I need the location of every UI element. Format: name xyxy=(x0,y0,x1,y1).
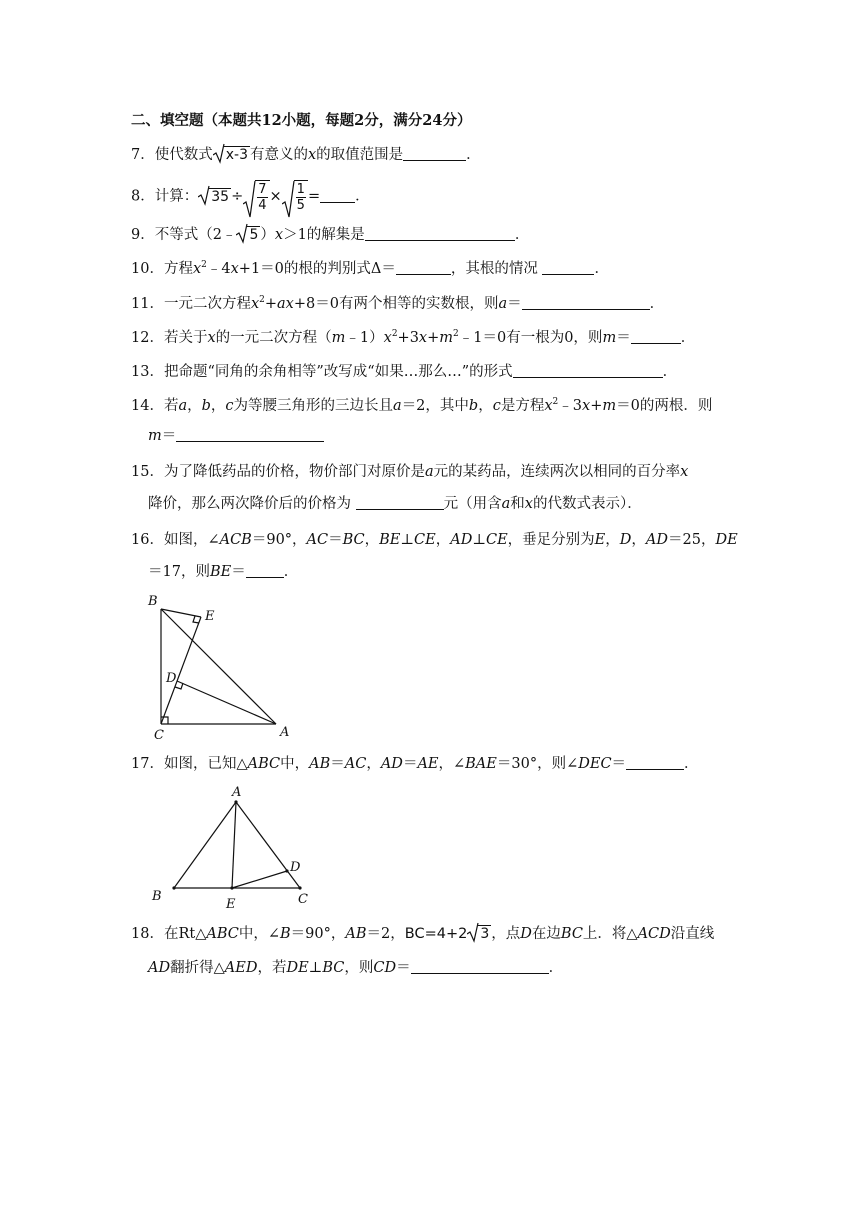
point-a xyxy=(234,800,237,803)
variable: a xyxy=(424,464,434,480)
variable: b xyxy=(201,398,211,414)
variable: BE xyxy=(209,564,232,580)
punctuation: ． xyxy=(662,364,678,380)
segment-ba xyxy=(161,609,276,724)
question-13 xyxy=(131,362,677,382)
variable: AD xyxy=(148,960,171,976)
question-text: ＝ xyxy=(328,532,343,548)
variable: AB xyxy=(345,926,367,942)
question-9 xyxy=(131,225,529,245)
question-text: 的取值范围是 xyxy=(316,147,404,163)
variable: AD xyxy=(450,532,473,548)
punctuation: ． xyxy=(548,960,564,976)
variable: x xyxy=(307,147,317,163)
question-text: 把命题“同角的余角相等”改写成“如果…那么…”的形式 xyxy=(163,364,513,380)
variable: m xyxy=(602,398,617,414)
variable: AED xyxy=(224,960,258,976)
question-text: ，垂足分别为 xyxy=(507,532,595,548)
variable: D xyxy=(520,926,532,942)
variable: CD xyxy=(373,960,397,976)
question-text: ⊥ xyxy=(400,532,415,548)
question-16 xyxy=(131,530,738,550)
label-c: C xyxy=(154,728,164,742)
variable: DE xyxy=(286,960,309,976)
exponent: 2 xyxy=(259,295,265,305)
variable: m xyxy=(439,330,454,346)
question-number: 8． xyxy=(131,188,155,205)
punctuation: ． xyxy=(355,188,370,205)
question-text: 中， xyxy=(280,756,310,772)
variable: ABC xyxy=(206,926,239,942)
answer-blank[interactable] xyxy=(626,755,684,770)
question-15 xyxy=(131,462,688,482)
operator: ÷ xyxy=(231,188,244,205)
label-a: A xyxy=(280,725,290,740)
variable: x xyxy=(250,296,260,312)
punctuation: ． xyxy=(684,756,699,772)
variable: a xyxy=(498,296,508,312)
right-angle-mark-e xyxy=(193,616,199,623)
question-text: 沿直线 xyxy=(670,926,715,942)
radicand: 35 xyxy=(211,188,230,205)
point-d xyxy=(285,869,288,872)
answer-blank[interactable] xyxy=(176,427,324,442)
point-e xyxy=(230,886,233,889)
question-number: 9． xyxy=(131,227,155,243)
answer-blank[interactable] xyxy=(513,363,663,378)
variable: B xyxy=(280,926,291,942)
variable: c xyxy=(225,398,234,414)
variable: ACD xyxy=(637,926,671,942)
expression: BC=4+2 xyxy=(404,926,468,942)
variable: a xyxy=(393,398,402,414)
variable: a xyxy=(178,398,188,414)
question-15-line-2 xyxy=(148,494,642,514)
label-d: D xyxy=(166,671,177,686)
variable: DE xyxy=(715,532,738,548)
variable: a xyxy=(501,496,511,512)
question-text: ﹣1） xyxy=(345,330,384,346)
label-e: E xyxy=(226,897,236,910)
question-text: 为了降低药品的价格，物价部门对原价是 xyxy=(163,464,425,480)
question-text: ＝17，则 xyxy=(148,564,210,580)
question-number: 14． xyxy=(131,398,164,414)
segment-ab xyxy=(174,802,236,888)
question-14 xyxy=(131,396,712,416)
question-text: ，∠ xyxy=(438,756,466,772)
numerator: 7 xyxy=(258,182,267,197)
question-text: +8＝0有两个相等的实数根，则 xyxy=(293,296,499,312)
figure-17-diagram xyxy=(140,778,320,910)
question-14-line-2 xyxy=(148,426,324,446)
answer-blank[interactable] xyxy=(396,260,451,275)
question-text: ，点 xyxy=(491,926,521,942)
variable: AE xyxy=(417,756,439,772)
question-text: 中，∠ xyxy=(238,926,281,942)
question-text: 翻折得△ xyxy=(170,960,225,976)
variable: ax xyxy=(277,296,294,312)
question-text: 元的某药品，连续两次以相同的百分率 xyxy=(433,464,681,480)
question-text: ＞1的解集是 xyxy=(283,227,365,243)
radical-fraction xyxy=(243,180,269,213)
variable: BC xyxy=(322,960,345,976)
variable: x xyxy=(544,398,553,414)
variable: AD xyxy=(645,532,669,548)
question-text: 在Rt△ xyxy=(163,926,207,942)
question-text: ⊥ xyxy=(472,532,486,548)
segment-ac xyxy=(236,802,300,888)
answer-blank[interactable] xyxy=(411,959,549,974)
variable: x xyxy=(582,398,591,414)
question-text: + xyxy=(590,398,603,414)
segment-ed xyxy=(232,871,287,888)
numerator: 1 xyxy=(296,182,305,197)
question-text: ＝ xyxy=(611,756,627,772)
question-text: ） xyxy=(260,227,275,243)
question-text: ，其根的情况 xyxy=(450,261,538,277)
variable: BC xyxy=(560,926,583,942)
question-text: 如图，已知△ xyxy=(163,756,248,772)
point-c xyxy=(298,886,301,889)
radical xyxy=(467,924,491,944)
question-text: 若 xyxy=(163,398,179,414)
question-number: 12． xyxy=(131,330,164,346)
question-text: ， xyxy=(366,756,381,772)
question-text: 为等腰三角形的三边长且 xyxy=(233,398,394,414)
question-text: ⊥ xyxy=(308,960,323,976)
variable: AC xyxy=(344,756,367,772)
point-b xyxy=(172,886,175,889)
question-number: 18． xyxy=(131,926,164,942)
question-text: 一元二次方程 xyxy=(163,296,251,312)
label-c: C xyxy=(298,892,308,907)
question-number: 11． xyxy=(131,296,164,312)
question-text: ＝90°， xyxy=(251,532,307,548)
radical-fraction xyxy=(282,180,308,213)
punctuation: ， xyxy=(478,398,493,414)
question-text: ＝90°， xyxy=(290,926,346,942)
question-text: +1＝0的根的判别式Δ＝ xyxy=(238,261,396,277)
punctuation: ． xyxy=(680,330,696,346)
question-text: ＝2，其中 xyxy=(401,398,469,414)
question-text: 的代数式表示）． xyxy=(532,496,642,512)
question-text: ﹣1＝0有一根为0，则 xyxy=(458,330,603,346)
exponent: 2 xyxy=(391,329,398,339)
punctuation: ， xyxy=(210,398,226,414)
exponent: 2 xyxy=(552,397,559,407)
question-10 xyxy=(131,259,609,279)
question-text: 元（用含 xyxy=(443,496,502,512)
operator: = xyxy=(307,188,321,205)
variable: x xyxy=(524,496,533,512)
question-text: 不等式（2﹣ xyxy=(154,227,237,243)
question-text: 降价，那么两次降价后的价格为 xyxy=(148,496,351,512)
question-text: 计算： xyxy=(154,188,199,205)
question-text: 有意义的 xyxy=(249,147,308,163)
variable: x xyxy=(418,330,428,346)
answer-blank[interactable] xyxy=(356,495,444,510)
variable: AD xyxy=(380,756,403,772)
variable: ABC xyxy=(247,756,281,772)
label-a: A xyxy=(232,785,242,800)
question-text: 在边 xyxy=(531,926,561,942)
answer-blank[interactable] xyxy=(522,295,650,310)
question-text: 若关于 xyxy=(163,330,208,346)
segment-ae xyxy=(232,802,236,888)
variable: x xyxy=(207,330,216,346)
question-text: 如图，∠ xyxy=(163,532,220,548)
question-text: 使代数式 xyxy=(154,147,213,163)
question-17 xyxy=(131,754,699,774)
punctuation: ． xyxy=(594,261,609,277)
label-e: E xyxy=(205,609,215,624)
variable: x xyxy=(230,261,239,277)
radicand: 3 xyxy=(480,926,490,942)
answer-blank[interactable] xyxy=(403,146,466,161)
variable: DEC xyxy=(578,756,612,772)
figure-16-diagram xyxy=(140,590,300,742)
variable: m xyxy=(602,330,617,346)
variable: AC xyxy=(306,532,329,548)
question-text: +3 xyxy=(397,330,419,346)
answer-blank[interactable] xyxy=(631,329,681,344)
denominator: 5 xyxy=(296,198,305,213)
question-12 xyxy=(131,328,695,348)
question-number: 16． xyxy=(131,532,164,548)
question-text: ﹣3 xyxy=(558,398,582,414)
punctuation: ． xyxy=(466,147,481,163)
question-text: ＝0的两根．则 xyxy=(616,398,713,414)
question-text: ， xyxy=(631,532,646,548)
question-text: 的一元二次方程（ xyxy=(215,330,332,346)
variable: ACB xyxy=(219,532,252,548)
question-text: ， xyxy=(605,532,620,548)
question-number: 17． xyxy=(131,756,164,772)
variable: AB xyxy=(309,756,331,772)
punctuation: ， xyxy=(187,398,202,414)
question-text: ＝ xyxy=(231,564,246,580)
question-text: ＝ xyxy=(330,756,345,772)
denominator: 4 xyxy=(258,198,267,213)
question-text: 方程 xyxy=(163,261,193,277)
exponent: 2 xyxy=(453,329,459,339)
variable: b xyxy=(468,398,479,414)
answer-blank[interactable] xyxy=(246,563,284,578)
question-number: 10． xyxy=(131,261,164,277)
label-b: B xyxy=(152,889,162,904)
variable: m xyxy=(331,330,346,346)
segment-da xyxy=(177,681,276,724)
section-title: 二、填空题（本题共12小题，每题2分，满分24分） xyxy=(131,112,472,129)
question-7 xyxy=(131,145,481,165)
question-number: 15． xyxy=(131,464,164,480)
question-text: ，则 xyxy=(344,960,374,976)
radical xyxy=(198,187,231,207)
variable: D xyxy=(619,532,632,548)
question-number: 13． xyxy=(131,364,164,380)
exponent: 2 xyxy=(201,260,207,270)
variable: x xyxy=(192,261,202,277)
operator: × xyxy=(269,188,282,205)
question-text: ﹣4 xyxy=(206,261,231,277)
punctuation: ． xyxy=(514,227,530,243)
variable: x xyxy=(680,464,689,480)
question-text: 是方程 xyxy=(500,398,545,414)
question-text: ＝30°，则∠ xyxy=(496,756,579,772)
variable: x xyxy=(274,227,284,243)
question-text: ＝ xyxy=(616,330,631,346)
variable: c xyxy=(492,398,501,414)
question-text: + xyxy=(427,330,440,346)
label-b: B xyxy=(148,594,158,609)
answer-blank[interactable] xyxy=(365,226,515,241)
question-text: ，若 xyxy=(257,960,287,976)
punctuation: ． xyxy=(649,296,665,312)
answer-blank[interactable] xyxy=(542,260,594,275)
radicand: 5 xyxy=(249,227,259,243)
variable: BAE xyxy=(465,756,497,772)
question-text: 上．将△ xyxy=(582,926,638,942)
question-18-line-2 xyxy=(148,958,563,978)
question-text: ＝25， xyxy=(668,532,716,548)
label-d: D xyxy=(290,860,301,875)
radical xyxy=(236,225,260,245)
variable: CE xyxy=(485,532,508,548)
question-16-line-2 xyxy=(148,562,298,582)
question-text: ＝ xyxy=(396,960,411,976)
question-18 xyxy=(131,924,714,944)
question-text: ＝ xyxy=(402,756,418,772)
answer-blank[interactable] xyxy=(320,188,355,203)
punctuation: ． xyxy=(283,564,299,580)
question-text: ＝ xyxy=(507,296,522,312)
question-8 xyxy=(131,180,370,213)
radical xyxy=(213,145,250,165)
question-text: 和 xyxy=(510,496,525,512)
question-text: ＝2， xyxy=(366,926,405,942)
variable: BC xyxy=(342,532,365,548)
radicand: x-3 xyxy=(225,147,248,163)
variable: x xyxy=(383,330,392,346)
question-11 xyxy=(131,294,664,314)
question-text: ＝ xyxy=(161,428,177,444)
variable: m xyxy=(148,428,162,444)
question-number: 7． xyxy=(131,147,155,163)
question-text: + xyxy=(264,296,278,312)
question-text: ， xyxy=(435,532,451,548)
variable: E xyxy=(594,532,606,548)
variable: BE xyxy=(379,532,401,548)
variable: CE xyxy=(414,532,436,548)
question-text: ， xyxy=(364,532,380,548)
